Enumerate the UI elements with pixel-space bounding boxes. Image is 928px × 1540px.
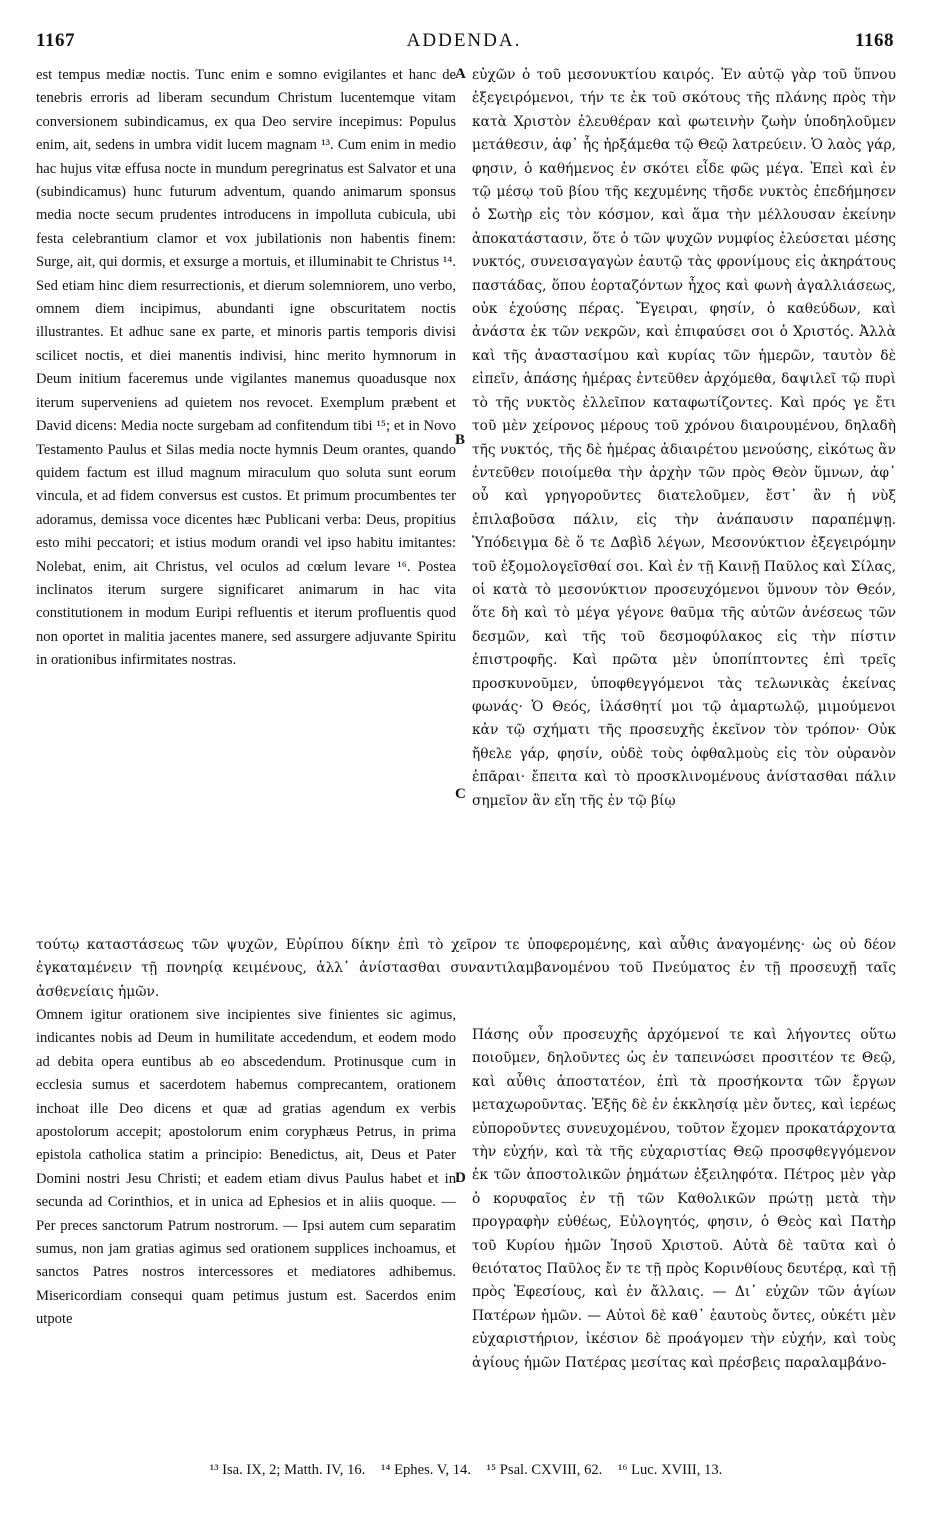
latin-paragraph-1: est tempus mediæ noctis. Tunc enim e somno evigilantes et hanc de tenebris erroris ad liberam secundum Christum lucentemque vitam conversionem subindicamus, ex qua Deo servire incepimus: Populus enim, ait, sedens in umbra vidit lucem magnam ¹³. Cum enim in medio hac hujus vitæ effusa nocte in mundum peregrinatus est Salvator et una (subindicamus) hunc futurum adventum, quando animarum sponsus media nocte secum prudentes introducens in impolluta cubicula, ubi festa celebrantium clamor et vox jubilationis non habentis finem: Surge, ait, qui dormis, et exsurge a mortuis, et illuminabit te Christus ¹⁴. Sed etiam hinc diem resurrectionis, et dierum solemniorem, uno verbo, omnem diem incipimus, abundanti igne obscuritatem noctis illustrantes. Et adhuc sane ex parte, et minoris partis temporis divisi scilicet noctis, et diei manentis indivisi, hinc merito hymnorum in Deum initium faceremus unde vigilantes manemus quoadusque nox iterum superveniens ad quietem nos revocet. Exemplum præbent et David dicens: Media nocte surgebam ad confitendum tibi ¹⁵; et in Novo Testamento Paulus et Silas media nocte hymnis Deum orantes, quando quidem factum est illud magnum miraculum quo soluta sunt eorum vincula, et ad fidem conversus est custos. Et primum procumbentes ter adoramus, demissa voce dicentes hæc Publicani verba: Deus, propitius esto mihi peccatori; et istius modum orandi vel ipso habitu imitantes: Nolebat, enim, ait Christus, vel oculos ad cœlum levare ¹⁶. Postea inclinatos iterum surgere significaret animarum in hac vita constitutionem in modum Euripi refluentis et iterum profluentis quod non oportet in malitia jacentes manere, sed assurgere adjuvante Spiritu in orationibus infirmitates nostras. [36, 67, 456, 669]
section-marker-d: D [455, 1170, 466, 1186]
greek-paragraph-2: Πάσης οὖν προσευχῆς ἀρχόμενοί τε καὶ λήγοντες οὕτω ποιοῦμεν, δηλοῦντες ὡς ἐν ταπεινώσει προσιτέον τε Θεῷ, καὶ αὖθις ἀποστατέον, ἐπὶ τὰ προσήκοντα τῶν ἔργων μεταχωροῦντας. Ἑξῆς δὲ ἐν ἐκκλησίᾳ μὲν ὄντες, καὶ ἱερέως εὐποροῦντες συνευχομένου, τοῦτον ἔχομεν προκατάρχοντα τὴν εὐχήν, καὶ τὰ τῆς εὐχαριστίας Θεῷ προσφθεγγόμενον ἐκ τῶν ἀποστολικῶν ῥημάτων ἐξειληφότα. Πέτρος μὲν γὰρ ὁ κορυφαῖος ἐν τῇ τῶν Καθολικῶν πρώτῃ μετὰ τὴν προγραφὴν εὐθέως, Εὐλογητός, φησιν, ὁ Θεὸς καὶ Πατὴρ τοῦ Κυρίου ἡμῶν Ἰησοῦ Χριστοῦ. Αὐτὰ δὲ ταῦτα καὶ ὁ θειότατος Παῦλος ἔν τε τῇ πρὸς Κορινθίους δευτέρᾳ, καὶ τῇ πρὸς Ἐφεσίους, καὶ ἐν ἄλλαις. — Δι᾽ εὐχῶν τῶν ἁγίων Πατέρων ἡμῶν. — Αὐτοὶ δὲ καθ᾽ ἑαυτοὺς ὄντες, οὐκέτι μὲν εὐχαριστήριον, ἱκέσιον δὲ προάγομεν τὴν εὐχήν, καὶ τοὺς ἁγίους ἡμῶν Πατέρας μεσίτας καὶ πρέσβεις παραλαμβάνο- [472, 1027, 896, 1371]
footnotes [36, 1462, 896, 1479]
page-number-left: 1167 [36, 30, 75, 51]
latin-column-top [36, 64, 456, 934]
latin-paragraph-2: Omnem igitur orationem sive incipientes sive finientes sic agimus, indicantes nobis ad Deum in humilitate accedendum, et eodem modo ad debita opera euntibus ab eo abscedendum. Protinusque cum in ecclesia sumus et sacerdotem habemus comprecantem, orationem inchoat ille Deo dicens et quæ ad gratias agendum ex verbis apostolorum accepit; apostolorum enim coryphæus Petrus, in prima epistola catholica statim a principio: Benedictus, ait, Deus et Pater Domini nostri Jesu Christi; et eadem etiam divus Paulus habet et in secunda ad Corinthios, et in unica ad Ephesios et in aliis quoque. — Per preces sanctorum Patrum nostrorum. — Ipsi autem cum separatim sumus, non jam gratias agimus sed orationem supplices inchoamus, et sanctos Patres nostros intercessores et mediatores adhibemus. Misericordiam consequi quam petimus justum est. Sacerdos enim utpote [36, 1007, 456, 1328]
greek-column-top [472, 64, 896, 934]
page-number-right: 1168 [855, 30, 894, 51]
greek-column-bottom [472, 1024, 896, 1444]
latin-column-bottom [36, 1004, 456, 1444]
section-marker-c: C [455, 786, 466, 802]
greek-full-width-passage: τούτῳ καταστάσεως τῶν ψυχῶν, Εὐρίπου δίκην ἐπὶ τὸ χεῖρον τε ὑποφερομένης, καὶ αὖθις ἀναγομένης· ὡς οὐ δέον ἐγκαταμένειν τῇ πονηρίᾳ κειμένους, ἀλλ᾽ ἀνίστασθαι συναντιλαμβανομένου τοῦ Πνεύματος ἐν τῇ προσευχῇ ταῖς ἀσθενείαις ἡμῶν. [36, 937, 896, 1000]
section-marker-a: A [455, 66, 466, 82]
footnote-13: ¹³ Isa. IX, 2; Matth. IV, 16. [209, 1462, 366, 1478]
section-marker-b: B [455, 432, 466, 448]
running-head: ADDENDA. [406, 30, 522, 51]
footnote-16: ¹⁶ Luc. XVIII, 13. [617, 1462, 723, 1478]
greek-paragraph-1: εὐχῶν ὁ τοῦ μεσονυκτίου καιρός. Ἐν αὐτῷ γὰρ τοῦ ὕπνου ἐξεγειρόμενοι, τήν τε ἐκ τοῦ σκότους τῆς πλάνης πρὸς τὴν κατὰ Χριστὸν ἐλευθέραν καὶ φωτεινὴν ζωὴν ὑποδηλοῦμεν μετάθεσιν, ἀφ᾽ ἧς ἠρξάμεθα τῷ Θεῷ λατρεύειν. Ὁ λαὸς γάρ, φησιν, ὁ καθήμενος ἐν σκότει εἶδε φῶς μέγα. Ἐπεὶ καὶ ἐν τῷ μέσῳ τοῦ βίου τῆς κεχυμένης τῆσδε νυκτὸς ἐπεδήμησεν ὁ Σωτὴρ εἰς τὸν κόσμον, καὶ ἅμα τὴν μέλλουσαν ἐκείνην ἀποκατάστασιν, ὅτε ὁ τῶν ψυχῶν νυμφίος ἐλεύσεται μέσης νυκτός, συνεισαγαγὼν ἑαυτῷ τὰς φρονίμους εἰς ἀκηράτους παστάδας, ὅπου ἑορταζόντων ἦχος καὶ φωνὴ ἀγαλλιάσεως, οὐκ ἐχούσης πέρας. Ἔγειραι, φησίν, ὁ καθεύδων, καὶ ἀνάστα ἐκ τῶν νεκρῶν, καὶ ἐπιφαύσει σοι ὁ Χριστός. Ἀλλὰ καὶ τῆς ἀναστασίμου καὶ κυρίας τῶν ἡμερῶν, ταυτὸν δὲ εἰπεῖν, ἁπάσης ἡμέρας ἐντεῦθεν ἀρχόμεθα, δαψιλεῖ τῷ πυρὶ τὸ τῆς νυκτὸς ἐλλεῖπον καταφωτίζοντες. Καὶ πρός γε ἔτι τοῦ μὲν χείρονος μέρους τοῦ χρόνου διαιρουμένου, δηλαδὴ τῆς νυκτός, τῆς δὲ ἡμέρας ἀδιαιρέτου μενούσης, εἰκότως ἂν ἐντεῦθεν ποιοίμεθα τὴν ἀρχὴν τῶν πρὸς Θεὸν ὕμνων, ἀφ᾽ οὗ καὶ γρηγοροῦντες διατελοῦμεν, ἔστ᾽ ἂν ἡ νὺξ ἐπιλαβοῦσα πάλιν, εἰς τὴν ἀνάπαυσιν παραπέμψῃ. Ὑπόδειγμα δὲ ὅ τε Δαβὶδ λέγων, Μεσονύκτιον ἐξεγειρόμην τοῦ ἐξομολογεῖσθαί σοι. Καὶ ἐν τῇ Καινῇ Παῦλος καὶ Σίλας, οἱ κατὰ τὸ μεσονύκτιον προσευχόμενοι ὕμνουν τὸν Θεόν, ὅτε δὴ καὶ τὸ μέγα γέγονε θαῦμα τῆς αὐτῶν ἀνέσεως τῶν δεσμῶν, καὶ τῆς τοῦ δεσμοφύλακος εἰς τὴν πίστιν ἐπιστροφῆς. Καὶ πρῶτα μὲν ὑποπίπτοντες ἐπὶ τρεῖς προσκυνοῦμεν, ὑποφθεγγόμενοι τὰς τελωνικὰς ἐκείνας φωνάς· Ὁ Θεός, ἱλάσθητί μοι τῷ ἁμαρτωλῷ, μιμούμενοι κἀν τῷ σχήματι τῆς προσευχῆς ἐκεῖνον τὸν τρόπον· Οὐκ ἤθελε γάρ, φησίν, οὐδὲ τοὺς ὀφθαλμοὺς εἰς τὸν οὐρανὸν ἐπᾶραι· ἔπειτα καὶ τὸ προσκλινομένους ἀνίστασθαι πάλιν σημεῖον ἂν εἴη τῆς ἐν τῷ βίῳ [472, 67, 896, 809]
footnote-15: ¹⁵ Psal. CXVIII, 62. [486, 1462, 603, 1478]
footnote-14: ¹⁴ Ephes. V, 14. [380, 1462, 471, 1478]
